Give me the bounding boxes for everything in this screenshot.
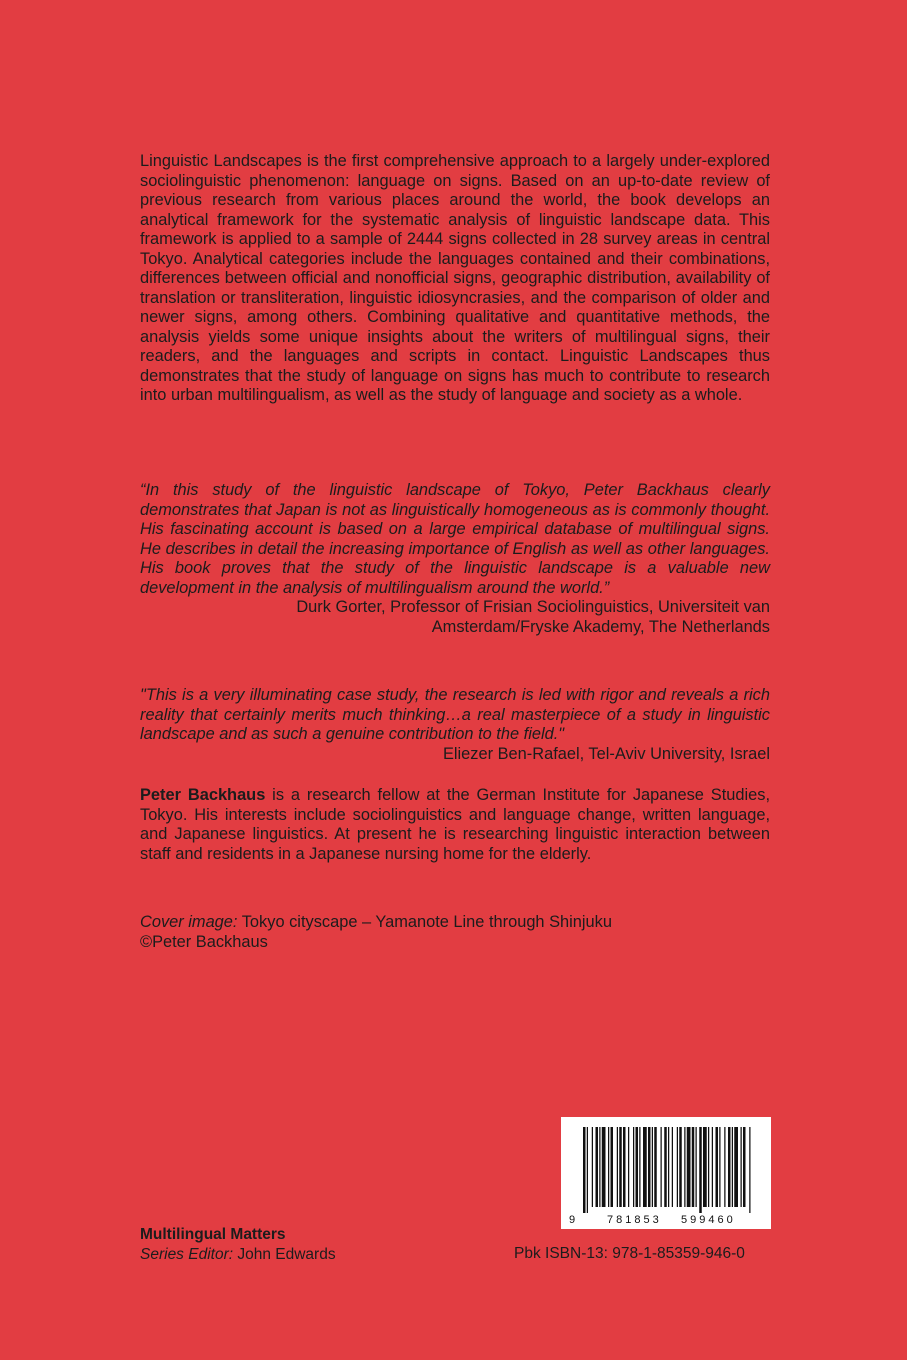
barcode-bar — [719, 1127, 720, 1207]
quote-text: "This is a very illuminating case study, the research is led with rigor and reveals a rich reality that certainly merits much thinking…a real masterpiece of a study in linguistic landscape and as such a genuine contribution to the field." — [140, 686, 770, 743]
barcode-bar — [749, 1127, 750, 1213]
isbn-text: Pbk ISBN-13: 978-1-85359-946-0 — [514, 1245, 745, 1262]
barcode-bar — [648, 1127, 651, 1207]
quote-attribution: Eliezer Ben-Rafael, Tel-Aviv University, Israel — [442, 744, 770, 763]
endorsement-quote-1 — [140, 481, 770, 637]
isbn-barcode — [561, 1117, 771, 1229]
barcode-bar — [743, 1127, 746, 1207]
barcode-bar — [677, 1127, 678, 1207]
cover-credit-copyright: ©Peter Backhaus — [140, 932, 268, 951]
barcode-bar — [636, 1127, 639, 1207]
cover-image-credit — [140, 913, 770, 952]
barcode-bar — [672, 1127, 673, 1207]
publisher-name: Multilingual Matters — [140, 1226, 286, 1243]
barcode-bar — [728, 1127, 731, 1207]
barcode-bar — [639, 1127, 640, 1207]
barcode-bar — [708, 1127, 709, 1207]
barcode-bar — [661, 1127, 662, 1207]
series-editor-label: Series Editor: — [140, 1246, 234, 1263]
barcode-bar — [699, 1127, 702, 1213]
barcode-bar — [619, 1127, 622, 1207]
barcode-bar — [684, 1127, 685, 1207]
barcode-bar — [583, 1127, 586, 1213]
barcode-bar — [668, 1127, 669, 1207]
barcode-bars — [583, 1127, 751, 1213]
barcode-bar — [716, 1127, 719, 1207]
barcode-bar — [712, 1127, 713, 1207]
series-editor-name: John Edwards — [233, 1246, 336, 1263]
barcode-bar — [679, 1127, 682, 1207]
barcode-bar — [608, 1127, 609, 1207]
series-info — [140, 1225, 336, 1265]
barcode-bar — [696, 1127, 697, 1207]
barcode-first-digit: 9 — [569, 1214, 576, 1226]
barcode-digits-right: 599460 — [681, 1214, 736, 1226]
barcode-bar — [724, 1127, 725, 1207]
barcode-bar — [592, 1127, 593, 1207]
barcode-graphic — [561, 1117, 771, 1229]
cover-credit-text: Tokyo cityscape – Yamanote Line through Shinjuku — [237, 913, 612, 931]
barcode-bar — [687, 1127, 691, 1207]
author-name: Peter Backhaus — [140, 786, 266, 804]
barcode-bar — [617, 1127, 618, 1207]
barcode-bar — [623, 1127, 626, 1207]
barcode-bar — [596, 1127, 599, 1207]
barcode-digits-left: 781853 — [607, 1214, 662, 1226]
barcode-bar — [643, 1127, 647, 1207]
author-bio-text: is a research fellow at the German Institute for Japanese Studies, Tokyo. His interests include sociolinguistics and language change, written language, and Japanese linguistics. At present he is researching linguistic interaction between staff and residents in a Japanese nursing home for the elderly. — [140, 786, 770, 863]
barcode-bar — [611, 1127, 614, 1207]
barcode-bar — [599, 1127, 600, 1207]
author-bio — [140, 786, 770, 864]
barcode-bar — [703, 1127, 707, 1207]
barcode-bar — [628, 1127, 629, 1207]
barcode-bar — [741, 1127, 742, 1207]
barcode-bar — [664, 1127, 667, 1207]
endorsement-quote-2 — [140, 686, 770, 764]
quote-text: “In this study of the linguistic landscape of Tokyo, Peter Backhaus clearly demonstrates that Japan is not as linguistically homogeneous as is commonly thought. His fascinating account is based on a large empirical database of multilingual signs. He describes in detail the increasing importance of English as well as other languages. His book proves that the study of the linguistic landscape is a valuable new development in the analysis of multilingualism around the world.” — [140, 481, 770, 597]
cover-credit-label: Cover image: — [140, 913, 238, 931]
book-blurb: Linguistic Landscapes is the first comprehensive approach to a largely under-explored sociolinguistic phenomenon: language on signs. Based on an up-to-date review of previous research from various places around the world, the book develops an analytical framework for the systematic analysis of linguistic landscape data. This framework is applied to a sample of 2444 signs collected in 28 survey areas in central Tokyo. Analytical categories include the languages contained and their combinations, differences between official and nonofficial signs, geographic distribution, availability of translation or transliteration, linguistic idiosyncrasies, and the comparison of older and newer signs, among others. Combining qualitative and quantitative methods, the analysis yields some unique insights about the writers of multilingual signs, their readers, and the languages and scripts in contact. Linguistic Landscapes thus demonstrates that the study of language on signs has much to contribute to research into urban multilingualism, as well as the study of language and society as a whole. — [140, 152, 770, 404]
barcode-bar — [654, 1127, 657, 1207]
barcode-bar — [692, 1127, 695, 1207]
barcode-bar — [587, 1127, 588, 1213]
quote-attribution-line-1: Durk Gorter, Professor of Frisian Sociolinguistics, Universiteit van — [296, 598, 770, 616]
barcode-bar — [732, 1127, 733, 1207]
barcode-bar — [734, 1127, 738, 1207]
quote-attribution-line-2: Amsterdam/Fryske Akademy, The Netherlands — [431, 617, 770, 636]
barcode-bar — [652, 1127, 653, 1207]
barcode-bar — [633, 1127, 634, 1207]
barcode-bar — [602, 1127, 606, 1207]
